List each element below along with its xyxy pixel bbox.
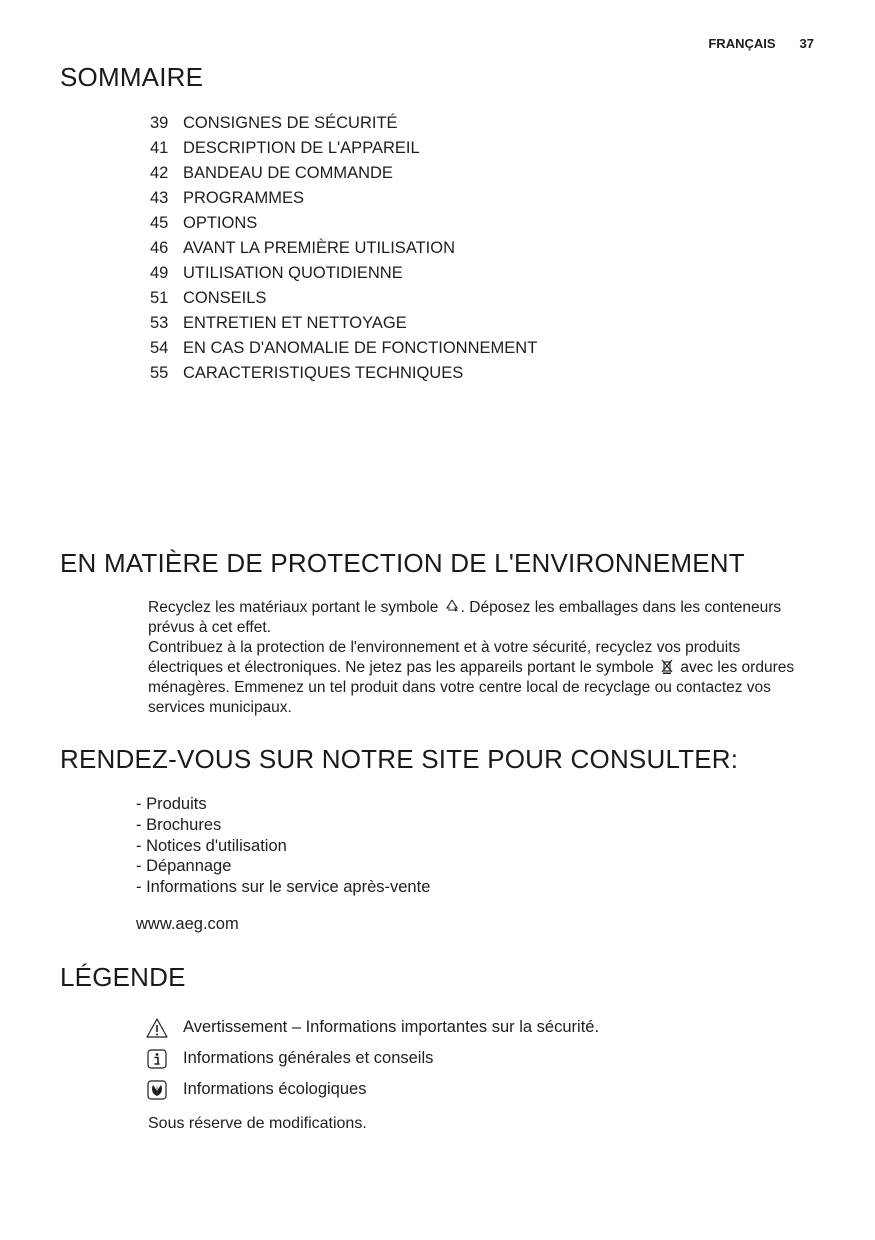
toc-page: 42 xyxy=(150,164,169,182)
environment-p1-start: Recyclez les matériaux portant le symbole xyxy=(148,599,439,616)
toc-label: PROGRAMMES xyxy=(183,189,305,207)
page-header xyxy=(708,36,814,51)
recycle-icon xyxy=(445,598,459,614)
toc-label: CONSEILS xyxy=(183,289,267,307)
toc-label: CARACTERISTIQUES TECHNIQUES xyxy=(183,364,464,382)
toc-item[interactable] xyxy=(150,238,537,263)
toc-item[interactable] xyxy=(150,188,537,213)
environment-p2-end: avec les ordures ménagères. Emmenez un tel produit dans votre centre local de recyclage ou contactez vos services municipaux. xyxy=(148,659,795,716)
toc-label: ENTRETIEN ET NETTOYAGE xyxy=(183,314,407,332)
toc-item[interactable] xyxy=(150,138,537,163)
toc-page: 39 xyxy=(150,114,169,132)
environment-paragraph-1 xyxy=(148,598,818,638)
legend-item-eco xyxy=(146,1074,599,1105)
legend-item-info xyxy=(146,1043,599,1074)
toc-page: 43 xyxy=(150,189,169,207)
list-item: - Produits xyxy=(136,795,207,813)
list-item: - Dépannage xyxy=(136,857,232,876)
toc-label: UTILISATION QUOTIDIENNE xyxy=(183,264,403,282)
website-title: RENDEZ-VOUS SUR NOTRE SITE POUR CONSULTER: xyxy=(60,744,739,774)
toc-page: 53 xyxy=(150,314,169,332)
environment-p2-start: Contribuez à la protection de l'environnement et à votre sécurité, recyclez vos produits électriques et électroniques. Ne jetez pas les appareils portant le symbole xyxy=(148,639,741,676)
website-url[interactable]: www.aeg.com xyxy=(136,915,239,933)
legend-label: Avertissement – Informations importantes sur la sécurité. xyxy=(183,1018,600,1036)
environment-title: EN MATIÈRE DE PROTECTION DE L'ENVIRONNEMENT xyxy=(60,548,745,578)
toc-item[interactable] xyxy=(150,213,537,238)
toc-page: 41 xyxy=(150,139,169,157)
info-icon xyxy=(146,1048,168,1070)
legende-title: LÉGENDE xyxy=(60,962,186,992)
website-list xyxy=(136,794,430,898)
toc-label: DESCRIPTION DE L'APPAREIL xyxy=(183,139,420,157)
toc-label: OPTIONS xyxy=(183,214,258,232)
language-label: FRANÇAIS xyxy=(708,36,776,51)
toc-label: EN CAS D'ANOMALIE DE FONCTIONNEMENT xyxy=(183,339,538,357)
legend-item-warning xyxy=(146,1012,599,1043)
toc-label: CONSIGNES DE SÉCURITÉ xyxy=(183,114,398,132)
toc-item[interactable] xyxy=(150,363,537,388)
warning-icon xyxy=(146,1017,168,1039)
toc-page: 55 xyxy=(150,364,169,382)
toc-item[interactable] xyxy=(150,313,537,338)
toc-item[interactable] xyxy=(150,263,537,288)
sommaire-title: SOMMAIRE xyxy=(60,62,204,92)
table-of-contents xyxy=(150,113,537,388)
eco-icon xyxy=(146,1079,168,1101)
toc-item[interactable] xyxy=(150,288,537,313)
environment-p1-end: . Déposez les emballages dans les conteneurs prévus à cet effet. xyxy=(148,599,782,636)
toc-page: 51 xyxy=(150,289,169,307)
toc-page: 46 xyxy=(150,239,169,257)
environment-text xyxy=(148,598,818,718)
environment-paragraph-2 xyxy=(148,638,818,718)
toc-item[interactable] xyxy=(150,113,537,138)
toc-page: 54 xyxy=(150,339,169,357)
legend-label: Informations écologiques xyxy=(183,1080,367,1098)
list-item: - Brochures xyxy=(136,815,222,834)
toc-label: AVANT LA PREMIÈRE UTILISATION xyxy=(183,239,456,257)
footer-note: Sous réserve de modifications. xyxy=(148,1115,367,1132)
page-number: 37 xyxy=(799,36,814,51)
list-item: - Notices d'utilisation xyxy=(136,836,287,855)
toc-page: 49 xyxy=(150,264,169,282)
toc-label: BANDEAU DE COMMANDE xyxy=(183,164,393,182)
list-item: - Informations sur le service après-vente xyxy=(136,878,431,897)
crossed-bin-icon xyxy=(660,658,674,674)
legend-label: Informations générales et conseils xyxy=(183,1049,434,1067)
legend-list xyxy=(146,1012,599,1105)
toc-item[interactable] xyxy=(150,163,537,188)
toc-item[interactable] xyxy=(150,338,537,363)
toc-page: 45 xyxy=(150,214,169,232)
